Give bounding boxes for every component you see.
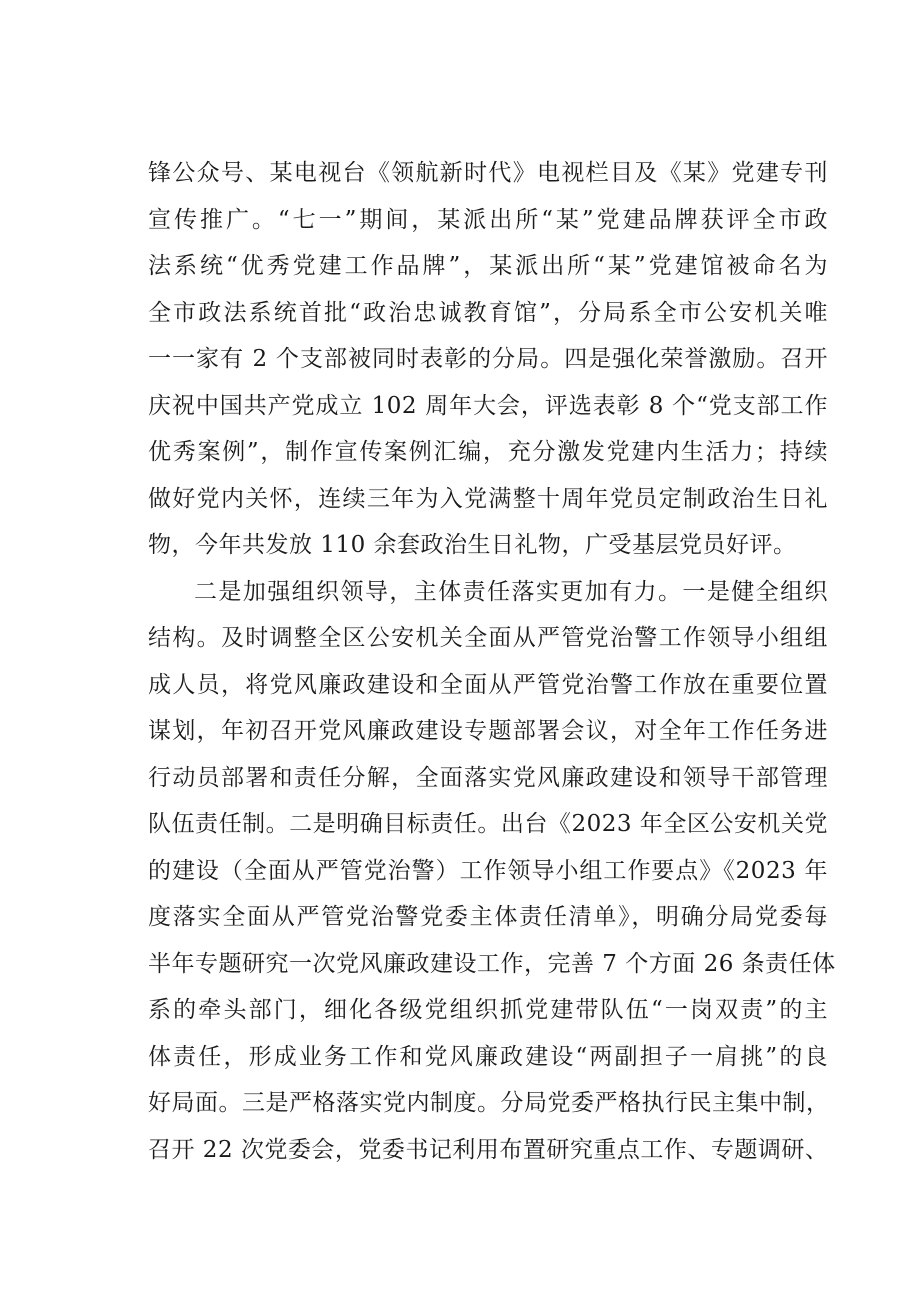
text-line-14: 行动员部署和责任分解，全面落实党风廉政建设和领导干部管理 — [148, 764, 828, 791]
text-line-12: 成人员，将党风廉政建设和全面从严管党治警工作放在重要位置 — [148, 671, 828, 698]
text-line-9: 物，今年共发放 110 余套政治生日礼物，广受基层党员好评。 — [148, 532, 797, 558]
text-line-4: 全市政法系统首批“政治忠诚教育馆”，分局系全市公安机关唯 — [148, 299, 828, 326]
text-line-19: 系的牵头部门，细化各级党组织抓党建带队伍“一岗双责”的主 — [148, 997, 828, 1023]
text-line-10: 二是加强组织领导，主体责任落实更加有力。一是健全组织 — [194, 578, 828, 605]
text-line-11: 结构。及时调整全区公安机关全面从严管党治警工作领导小组组 — [148, 625, 828, 651]
text-line-3: 法系统“优秀党建工作品牌”，某派出所“某”党建馆被命名为 — [148, 253, 828, 279]
text-line-7: 优秀案例”，制作宣传案例汇编，充分激发党建内生活力；持续 — [148, 439, 828, 465]
text-line-18: 半年专题研究一次党风廉政建设工作，完善 7 个方面 26 条责任体 — [148, 950, 836, 977]
text-line-21: 好局面。三是严格落实党内制度。分局党委严格执行民主集中制， — [148, 1090, 830, 1116]
text-line-8: 做好党内关怀，连续三年为入党满整十周年党员定制政治生日礼 — [148, 485, 828, 512]
text-line-1: 锋公众号、某电视台《领航新时代》电视栏目及《某》党建专刊 — [148, 160, 828, 186]
text-line-20: 体责任，形成业务工作和党风廉政建设“两副担子一肩挑”的良 — [148, 1043, 828, 1070]
body-text — [148, 150, 836, 1173]
text-line-6: 庆祝中国共产党成立 102 周年大会，评选表彰 8 个“党支部工作 — [148, 392, 828, 419]
text-line-2: 宣传推广。“七一”期间，某派出所“某”党建品牌获评全市政 — [148, 206, 828, 233]
text-line-15: 队伍责任制。二是明确目标责任。出台《2023 年全区公安机关党 — [148, 811, 828, 837]
text-line-5: 一一家有 2 个支部被同时表彰的分局。四是强化荣誉激励。召开 — [148, 346, 828, 372]
text-line-22: 召开 22 次党委会，党委书记利用布置研究重点工作、专题调研、 — [148, 1136, 829, 1163]
text-line-16: 的建设（全面从严管党治警）工作领导小组工作要点》《2023 年 — [148, 857, 828, 884]
text-line-13: 谋划，年初召开党风廉政建设专题部署会议，对全年工作任务进 — [148, 718, 828, 744]
text-line-17: 度落实全面从严管党治警党委主体责任清单》，明确分局党委每 — [148, 904, 828, 930]
